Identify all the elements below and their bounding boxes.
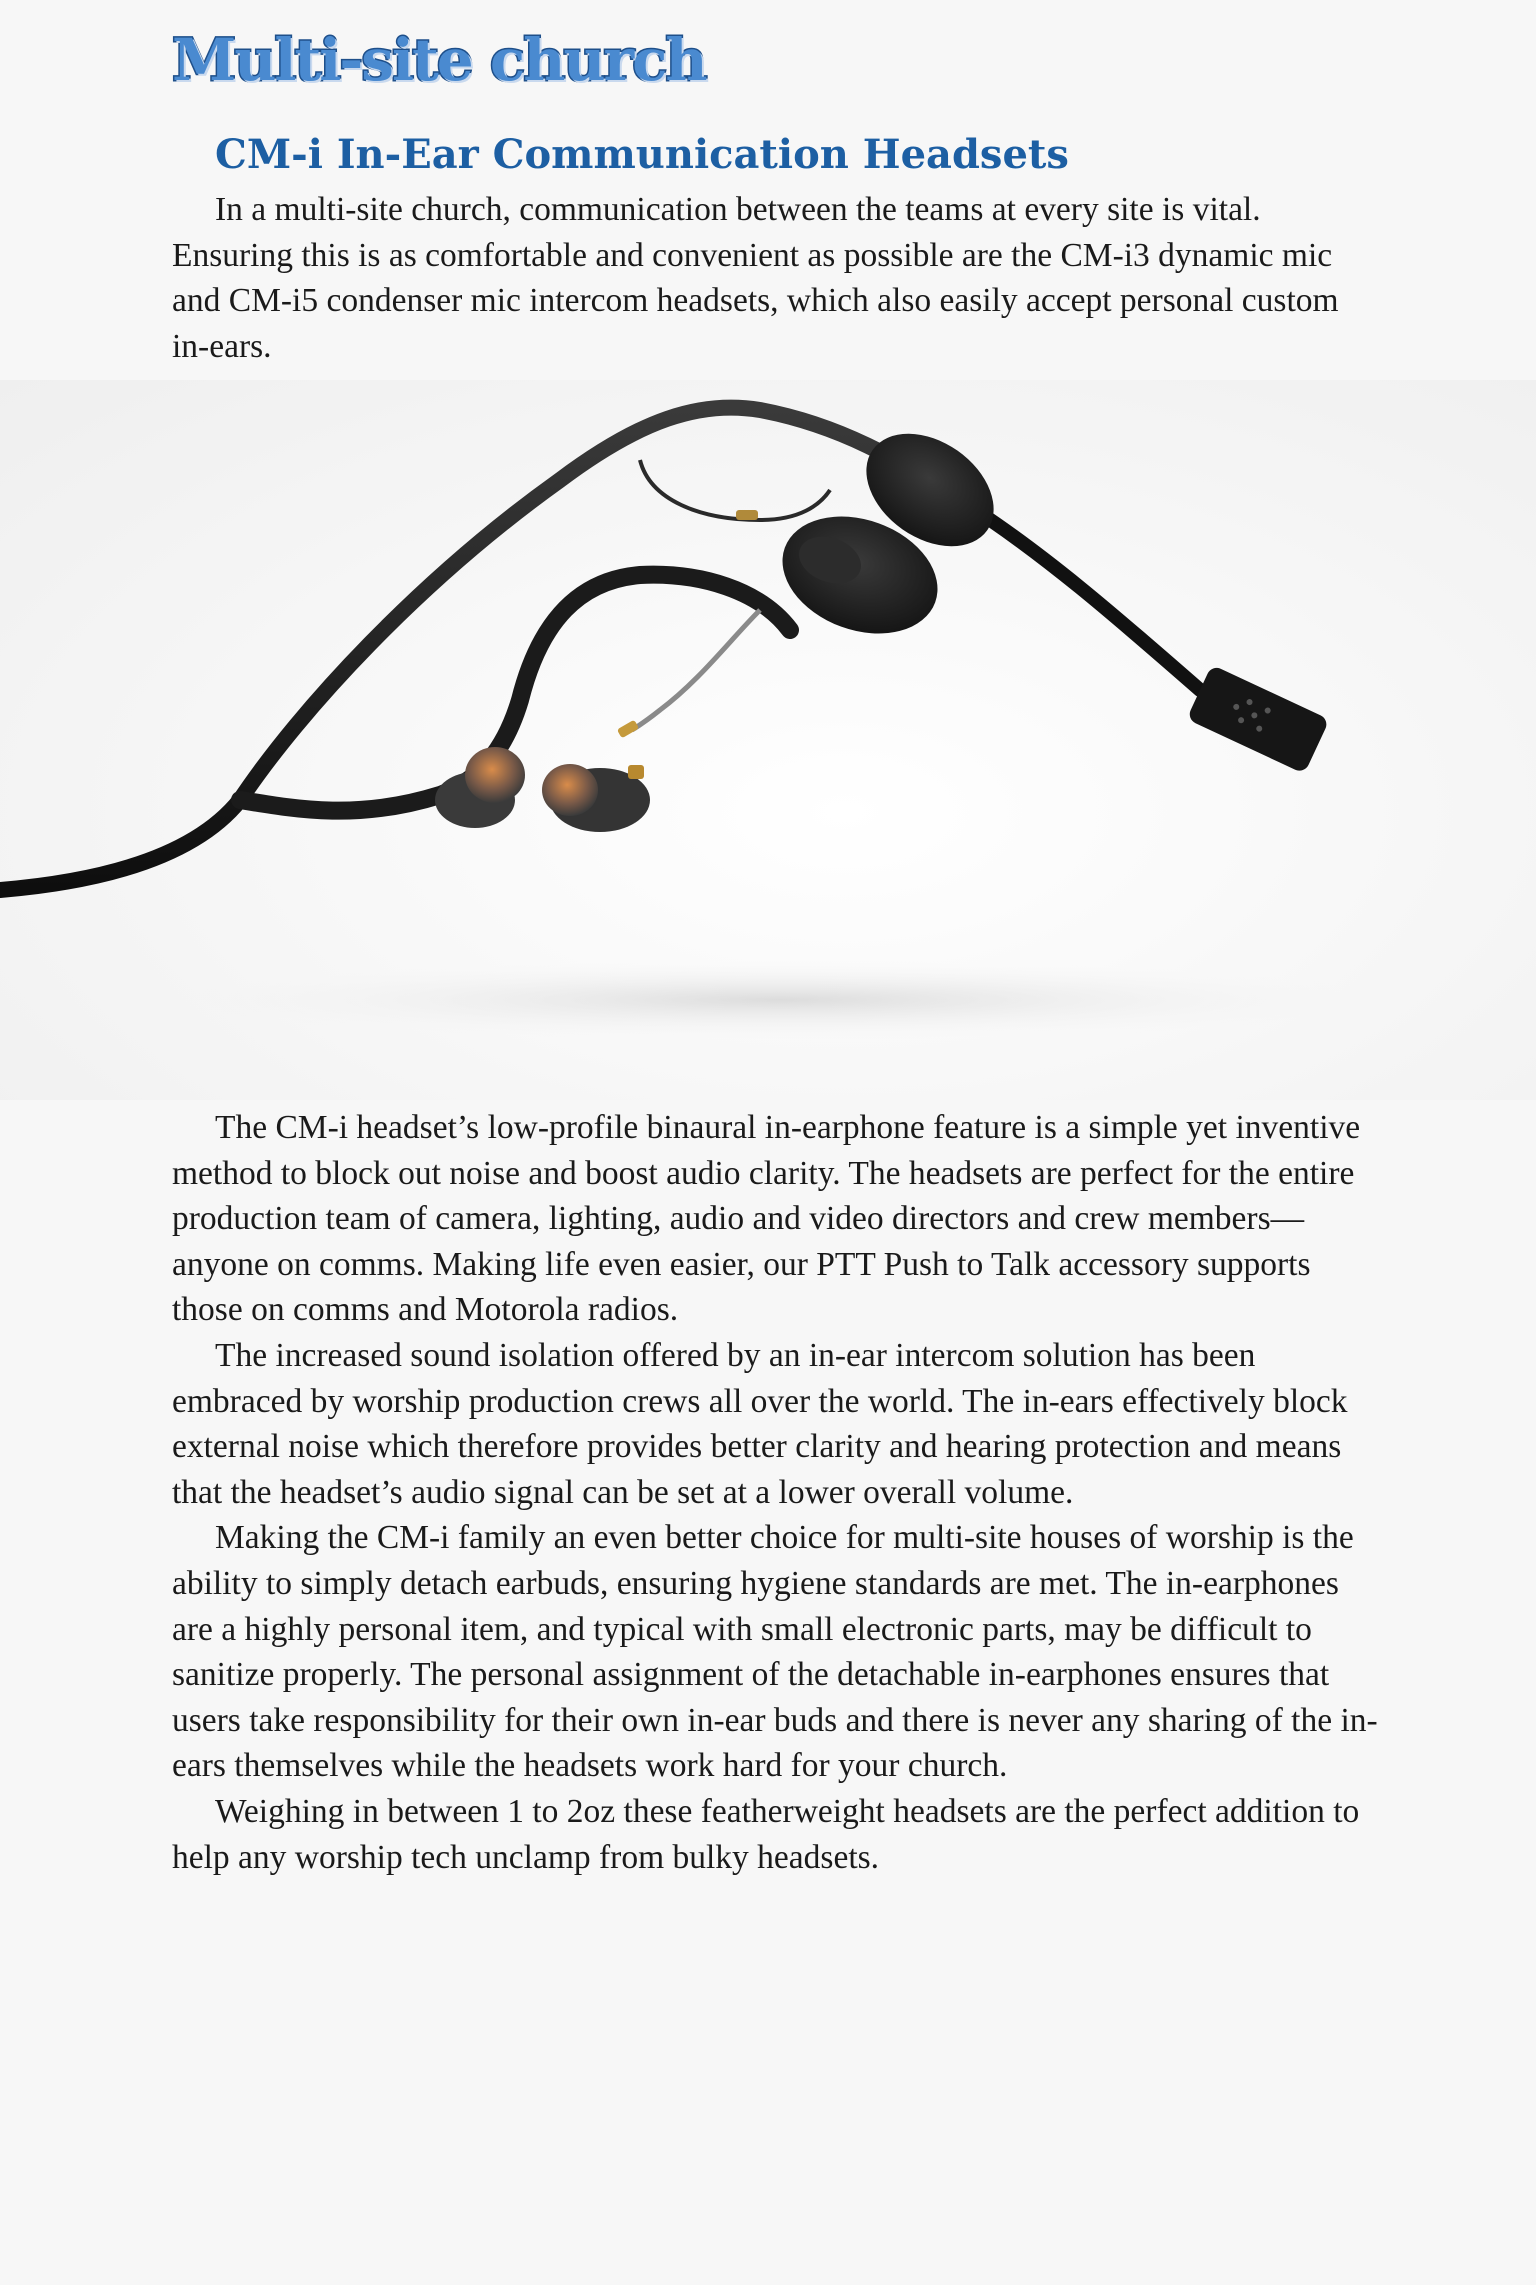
body-paragraph: The CM-i headset’s low-profile binaural in-earphone feature is a simple yet inventive method to block out noise and boost audio clarity. The headsets are perfect for the entire production team of camera, lighting, audio and video directors and crew members—anyone on comms. Making life even easier, our PTT Push to Talk accessory supports those on comms and Motorola radios. <box>172 1109 1361 1329</box>
intro-text <box>172 187 1382 369</box>
intro-paragraph: In a multi-site church, communication between the teams at every site is vital. Ensuring this is as comfortable and convenient as possible are the CM-i3 dynamic mic and CM-i5 condenser mic intercom headsets, which also easily accept personal custom in-ears. <box>172 191 1339 365</box>
body-paragraph: Making the CM-i family an even better choice for multi-site houses of worship is the ability to simply detach earbuds, ensuring hygiene standards are met. The in-earphones are a highly personal item, and typical with small electronic parts, may be difficult to sanitize properly. The personal assignment of the detachable in-earphones ensures that users take responsibility for their own in-ear buds and there is never any sharing of the in-ears themselves while the headsets work hard for your church. <box>172 1519 1378 1785</box>
section-title: CM-i In-Ear Communication Headsets <box>215 131 1069 178</box>
body-text <box>172 1105 1382 1880</box>
body-paragraph: The increased sound isolation offered by an in-ear intercom solution has been embraced by worship production crews all over the world. The in-ears effectively block external noise which therefore provides better clarity and hearing protection and means that the headset’s audio signal can be set at a lower overall volume. <box>172 1336 1348 1511</box>
page-heading: Multi-site church <box>172 26 706 94</box>
earbud-right <box>542 764 650 832</box>
headset-product-photo <box>0 380 1536 1100</box>
body-paragraph: Weighing in between 1 to 2oz these featherweight headsets are the perfect addition to help any worship tech unclamp from bulky headsets. <box>172 1792 1360 1876</box>
earbud-left <box>435 747 525 828</box>
headset-illustration <box>0 380 1536 1100</box>
